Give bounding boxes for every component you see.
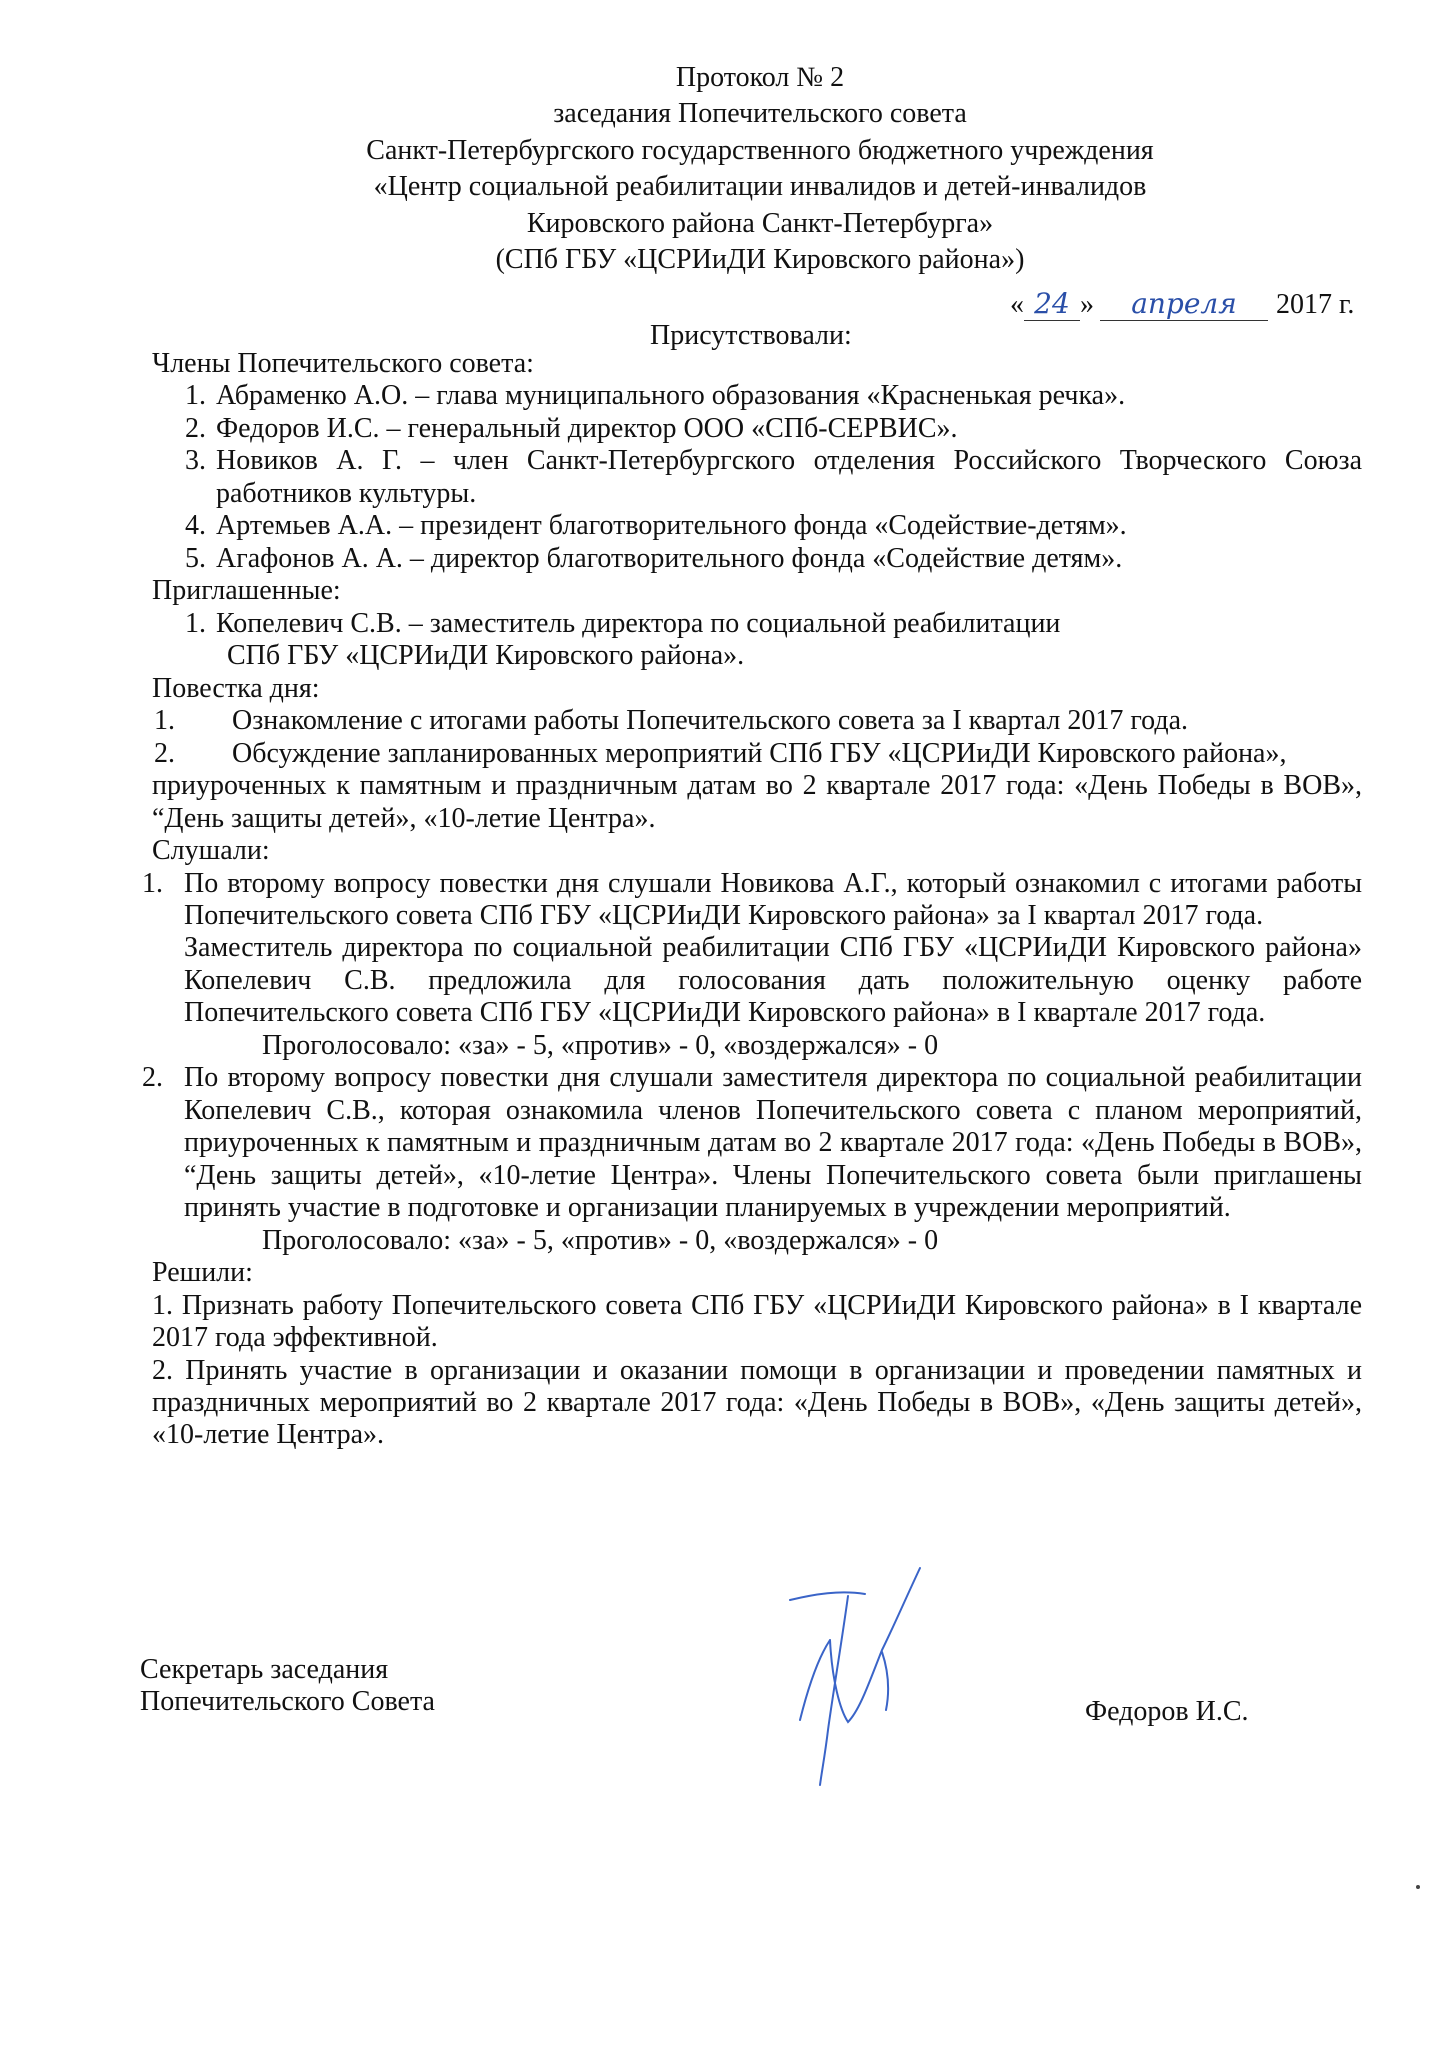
date-year: 2017 г. — [1276, 289, 1355, 320]
header-line: Санкт-Петербургского государственного бюджетного учреждения — [366, 134, 1154, 166]
date-month-handwritten: апреля — [1100, 288, 1268, 321]
heard-paragraph: По второму вопросу повестки дня слушали Новикова А.Г., который ознакомил с итогами работы Попечительского совета СПб ГБУ «ЦСРИиДИ Кировского района» за I квартал 2017 года. — [184, 867, 1362, 931]
member-item — [152, 413, 1362, 445]
member-text: Федоров И.С. – генеральный директор ООО «СПб-СЕРВИС». — [216, 412, 958, 444]
decided-section — [152, 1257, 1362, 1452]
secretary-name: Федоров И.С. — [1085, 1696, 1249, 1727]
scan-speck — [1416, 1885, 1420, 1889]
secretary-block — [140, 1654, 435, 1719]
protocol-header — [260, 60, 1260, 278]
member-text: Новиков А. Г. – член Санкт-Петербургского отделения Российского Творческого Союза работников культуры. — [216, 445, 1362, 509]
heard-text — [184, 868, 1362, 1063]
members-title: Члены Попечительского совета: — [152, 348, 534, 379]
agenda-item — [152, 705, 1362, 737]
member-text: Артемьев А.А. – президент благотворительного фонда «Содействие-детям». — [216, 510, 1127, 542]
agenda-title: Повестка дня: — [152, 672, 320, 704]
handwritten-signature — [770, 1560, 950, 1790]
invited-text: Копелевич С.В. – заместитель директора по социальной реабилитации — [216, 607, 1061, 639]
heard-item — [142, 867, 1362, 1063]
heard-title: Слушали: — [152, 835, 270, 867]
decision-item: 2. Принять участие в организации и оказании помощи в организации и проведении памятных и праздничных мероприятий во 2 квартале 2017 года: «День Победы в ВОВ», «День защиты детей», «10-летие Центра». — [152, 1354, 1362, 1451]
heard-paragraph: Заместитель директора по социальной реабилитации СПб ГБУ «ЦСРИиДИ Кировского района» Копелевич С.В. предложила для голосования дать положительную оценку работе Попечительского совета СПб ГБУ «ЦСРИиДИ Кировского района» в I квартале 2017 года. — [184, 932, 1362, 1029]
member-number: 3. — [185, 445, 206, 477]
member-item — [152, 543, 1362, 575]
agenda-text-continued: приуроченных к памятным и праздничным датам во 2 квартале 2017 года: «День Победы в ВОВ», “День защиты детей», «10-летие Центра». — [152, 770, 1362, 834]
agenda-text: Ознакомление с итогами работы Попечительского совета за I квартал 2017 года. — [232, 705, 1189, 737]
present-title: Присутствовали: — [650, 320, 852, 351]
date-quote-close: » — [1080, 289, 1094, 320]
protocol-body — [142, 348, 1362, 1452]
protocol-title: Протокол № 2 — [675, 62, 845, 93]
heard-text — [184, 1062, 1362, 1257]
secretary-council: Попечительского Совета — [140, 1686, 435, 1718]
header-line: заседания Попечительского совета — [553, 98, 967, 130]
member-text: Абраменко А.О. – глава муниципального образования «Красненькая речка». — [216, 380, 1126, 412]
header-line: (СПб ГБУ «ЦСРИиДИ Кировского района») — [495, 243, 1025, 275]
header-line: «Центр социальной реабилитации инвалидов и детей-инвалидов — [373, 171, 1147, 203]
member-number: 1. — [185, 380, 206, 412]
signature-stroke — [790, 1568, 920, 1785]
secretary-title: Секретарь заседания — [140, 1654, 389, 1685]
agenda-number: 1. — [154, 705, 175, 737]
decided-title: Решили: — [152, 1257, 253, 1289]
invited-organization: СПб ГБУ «ЦСРИиДИ Кировского района». — [227, 640, 745, 672]
invited-item — [152, 608, 1362, 640]
member-item — [152, 510, 1362, 542]
member-item — [152, 380, 1362, 412]
agenda-section — [152, 673, 1362, 835]
member-number: 5. — [185, 542, 206, 574]
agenda-item — [152, 738, 1362, 770]
agenda-text: Обсуждение запланированных мероприятий СПб ГБУ «ЦСРИиДИ Кировского района», — [232, 737, 1287, 769]
vote-result: Проголосовало: «за» - 5, «против» - 0, «воздержался» - 0 — [262, 1224, 939, 1256]
date-day-handwritten: 24 — [1024, 288, 1080, 321]
protocol-date — [1010, 288, 1354, 321]
members-section — [152, 348, 1362, 575]
vote-result: Проголосовало: «за» - 5, «против» - 0, «воздержался» - 0 — [262, 1029, 939, 1061]
member-text: Агафонов А. А. – директор благотворительного фонда «Содействие детям». — [216, 542, 1123, 574]
heard-number: 2. — [142, 1062, 163, 1094]
member-item — [152, 445, 1362, 510]
invited-title: Приглашенные: — [152, 575, 341, 607]
heard-section — [142, 835, 1362, 1257]
heard-item — [142, 1062, 1362, 1257]
date-quote-open: « — [1010, 289, 1024, 320]
agenda-number: 2. — [154, 737, 175, 769]
header-line: Кировского района Санкт-Петербурга» — [526, 207, 994, 239]
invited-number: 1. — [185, 607, 206, 639]
member-number: 2. — [185, 412, 206, 444]
invited-section — [152, 575, 1362, 672]
heard-number: 1. — [142, 867, 163, 899]
decision-item: 1. Признать работу Попечительского совета СПб ГБУ «ЦСРИиДИ Кировского района» в I квартале 2017 года эффективной. — [152, 1289, 1362, 1354]
member-number: 4. — [185, 510, 206, 542]
heard-paragraph: По второму вопросу повестки дня слушали заместителя директора по социальной реабилитации Копелевич С.В., которая ознакомила членов Попечительского совета с планом мероприятий, приуроченных к памятным и праздничным датам во 2 квартале 2017 года: «День Победы в ВОВ», “День защиты детей», «10-летие Центра». Члены Попечительского совета были приглашены принять участие в подготовке и организации планируемых в учреждении мероприятий. — [184, 1062, 1362, 1224]
